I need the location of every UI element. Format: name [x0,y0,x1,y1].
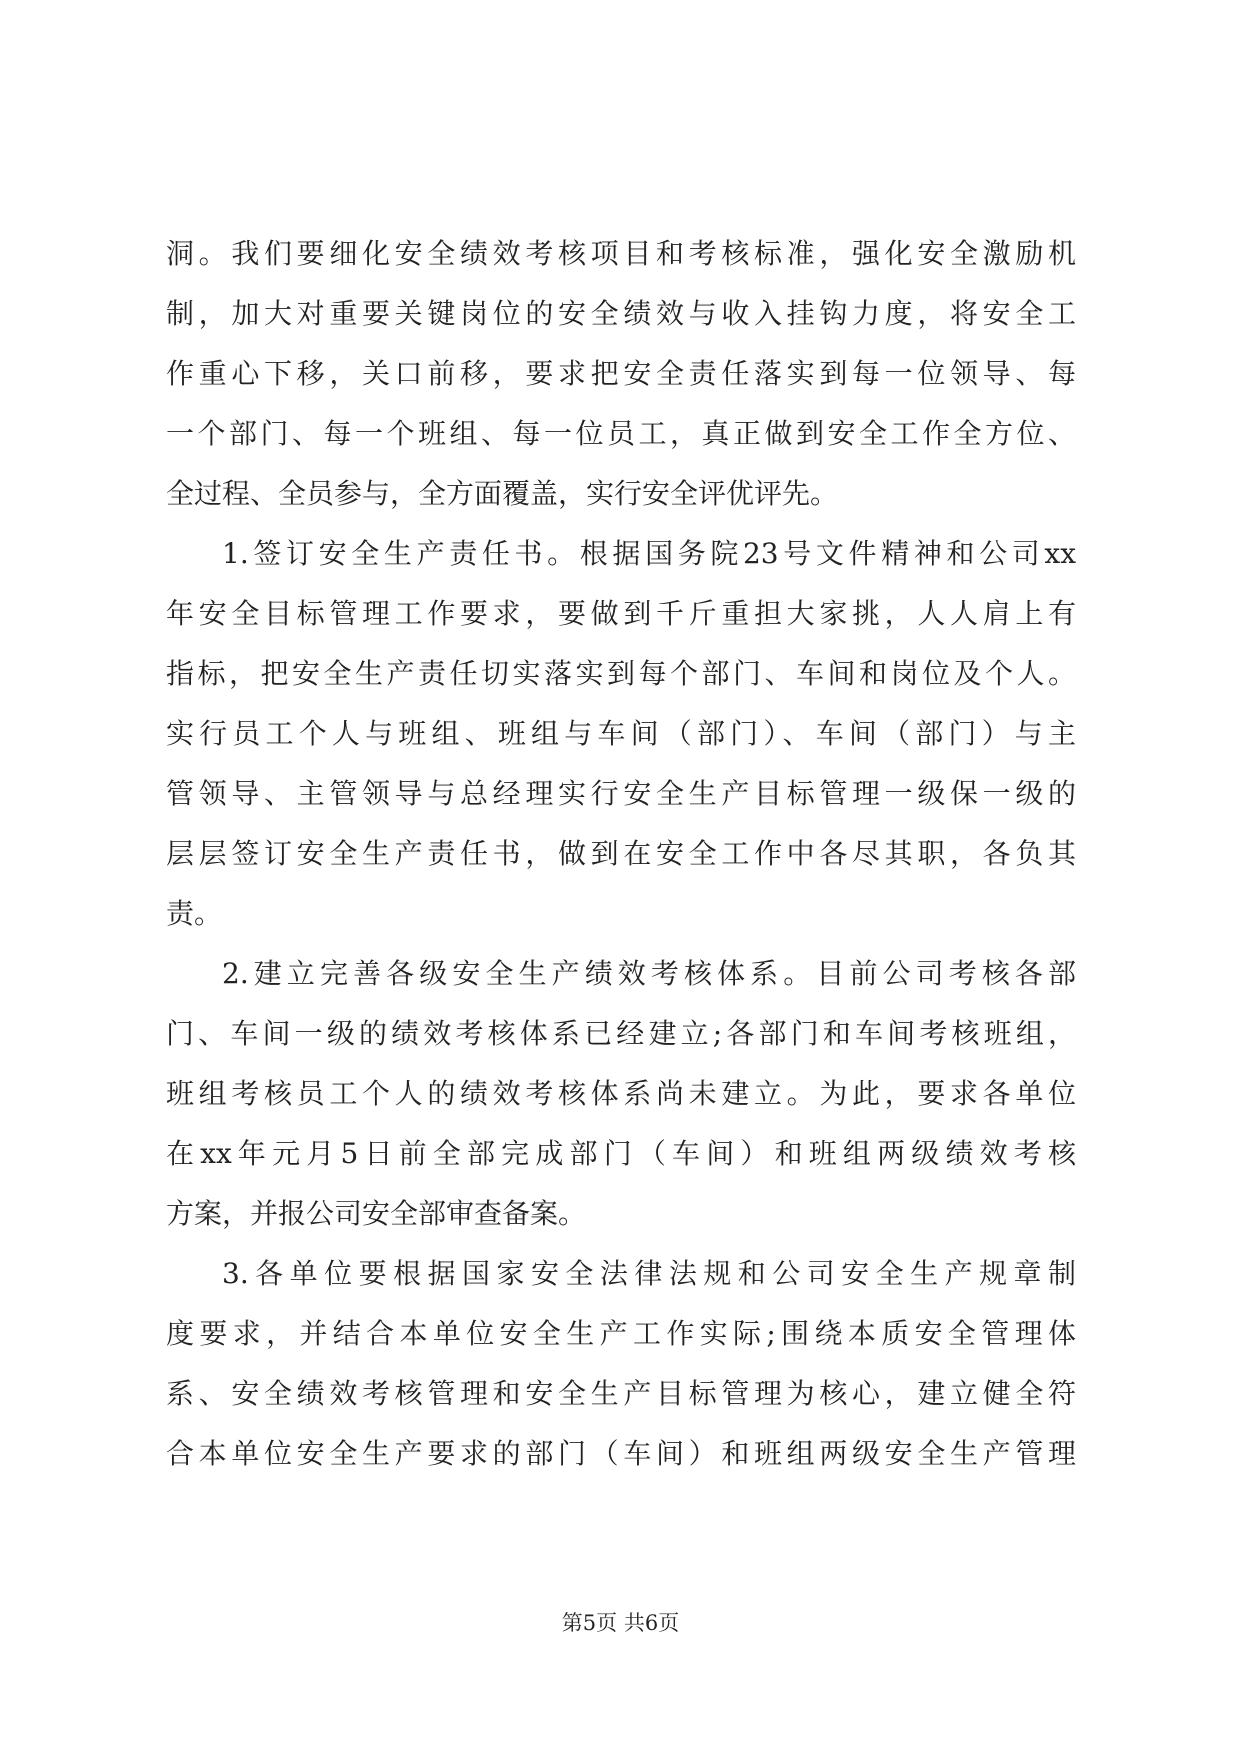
text-line: 指标，把安全生产责任切实落实到每个部门、车间和岗位及个人。 [166,657,1076,690]
page-footer [0,1608,1241,1638]
text-line: 洞。我们要细化安全绩效考核项目和考核标准，强化安全激励机 [166,237,1076,270]
text-line: 全过程、全员参与，全方面覆盖，实行安全评优评先。 [166,477,839,510]
text-line: 在xx年元月5日前全部完成部门（车间）和班组两级绩效考核 [166,1137,1076,1170]
text-line: 门、车间一级的绩效考核体系已经建立;各部门和车间考核班组， [166,1017,1076,1050]
text-line: 度要求，并结合本单位安全生产工作实际;围绕本质安全管理体 [166,1317,1076,1350]
text-line: 作重心下移，关口前移，要求把安全责任落实到每一位领导、每 [166,357,1076,390]
text-line: 管领导、主管领导与总经理实行安全生产目标管理一级保一级的 [166,777,1076,810]
text-line: 年安全目标管理工作要求，要做到千斤重担大家挑，人人肩上有 [166,597,1076,630]
text-line: 责。 [166,897,223,930]
text-line: 合本单位安全生产要求的部门（车间）和班组两级安全生产管理 [166,1437,1076,1470]
text-line: 系、安全绩效考核管理和安全生产目标管理为核心，建立健全符 [166,1377,1076,1410]
paragraph-first-line: 3.各单位要根据国家安全法律法规和公司安全生产规章制 [222,1257,1076,1290]
text-line: 班组考核员工个人的绩效考核体系尚未建立。为此，要求各单位 [166,1077,1076,1110]
page-number-label: 第5页 共6页 [561,1611,680,1635]
paragraph-first-line: 1.签订安全生产责任书。根据国务院23号文件精神和公司xx [222,537,1076,570]
text-line: 实行员工个人与班组、班组与车间（部门）、车间（部门）与主 [166,717,1076,750]
text-line: 制，加大对重要关键岗位的安全绩效与收入挂钩力度，将安全工 [166,297,1076,330]
text-line: 层层签订安全生产责任书，做到在安全工作中各尽其职，各负其 [166,837,1076,870]
text-line: 方案，并报公司安全部审查备案。 [166,1197,587,1230]
paragraph-first-line: 2.建立完善各级安全生产绩效考核体系。目前公司考核各部 [222,957,1076,990]
body-text [166,224,1076,1484]
text-line: 一个部门、每一个班组、每一位员工，真正做到安全工作全方位、 [166,417,1076,450]
